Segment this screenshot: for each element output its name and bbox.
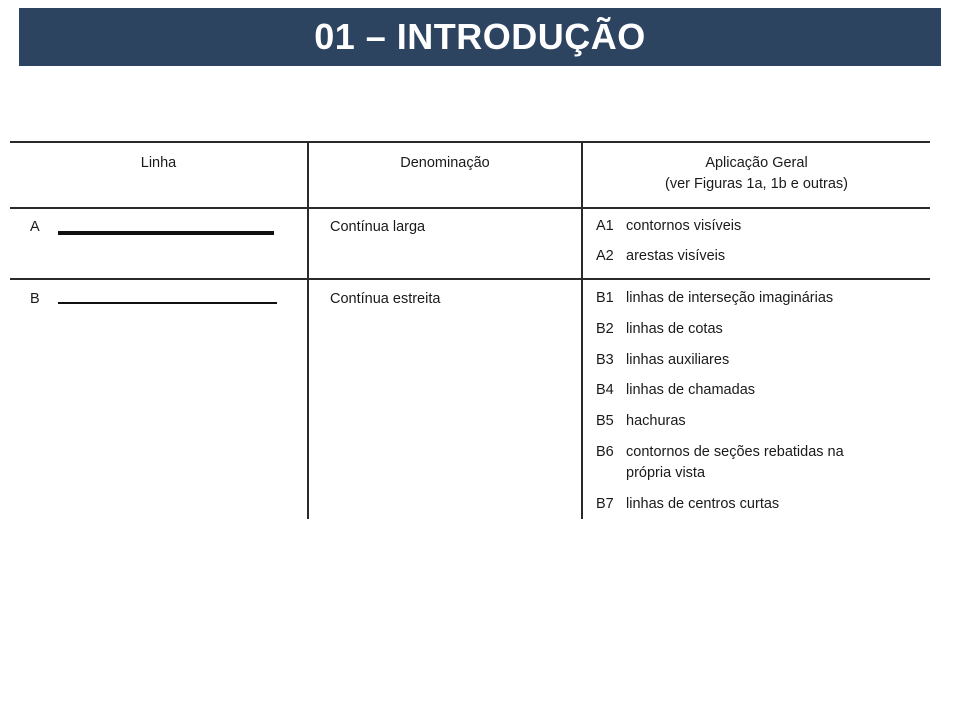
item-code: B7 xyxy=(596,496,614,512)
row-b-denominacao: Contínua estreita xyxy=(330,291,441,307)
row-a-item-2 xyxy=(596,245,725,267)
item-text: linhas de cotas xyxy=(626,321,723,337)
item-code: B2 xyxy=(596,321,614,337)
row-b-item-6 xyxy=(596,441,844,463)
item-code: B5 xyxy=(596,413,614,429)
column-divider-1 xyxy=(307,141,309,519)
item-text: hachuras xyxy=(626,413,686,429)
item-code: B6 xyxy=(596,444,614,460)
row-b-item-3 xyxy=(596,349,729,371)
row-b-item-4 xyxy=(596,379,755,401)
row-b-item-6-continuation xyxy=(596,462,705,484)
item-code: A2 xyxy=(596,248,614,264)
item-code: A1 xyxy=(596,218,614,234)
column-header-aplicacao: Aplicação Geral xyxy=(705,155,808,171)
thin-line-sample xyxy=(58,302,277,304)
thick-line-sample xyxy=(58,231,274,235)
row-b-item-1 xyxy=(596,287,833,309)
item-text: arestas visíveis xyxy=(626,248,726,264)
item-text: contornos visíveis xyxy=(626,218,742,234)
item-text: contornos de seções rebatidas na xyxy=(626,444,844,460)
row-b-item-7 xyxy=(596,493,779,515)
item-code: B3 xyxy=(596,352,614,368)
row-a-denominacao: Contínua larga xyxy=(330,219,426,235)
row-a-bottom-rule xyxy=(10,278,930,280)
item-text: linhas de chamadas xyxy=(626,382,756,398)
row-b-item-5 xyxy=(596,410,686,432)
item-text: própria vista xyxy=(626,465,706,481)
table-top-rule xyxy=(10,141,930,143)
header-bottom-rule xyxy=(10,207,930,209)
row-b-item-2 xyxy=(596,318,723,340)
column-header-linha: Linha xyxy=(140,155,177,171)
item-code: B1 xyxy=(596,290,614,306)
row-a-code: A xyxy=(30,219,40,235)
row-a-item-1 xyxy=(596,215,741,237)
column-header-denominacao: Denominação xyxy=(400,155,490,171)
column-divider-2 xyxy=(581,141,583,519)
item-text: linhas de interseção imaginárias xyxy=(626,290,834,306)
item-text: linhas auxiliares xyxy=(626,352,730,368)
page-title: 01 – INTRODUÇÃO xyxy=(314,16,646,57)
column-header-aplicacao-note: (ver Figuras 1a, 1b e outras) xyxy=(665,176,848,192)
row-b-code: B xyxy=(30,291,40,307)
item-code: B4 xyxy=(596,382,614,398)
item-text: linhas de centros curtas xyxy=(626,496,780,512)
